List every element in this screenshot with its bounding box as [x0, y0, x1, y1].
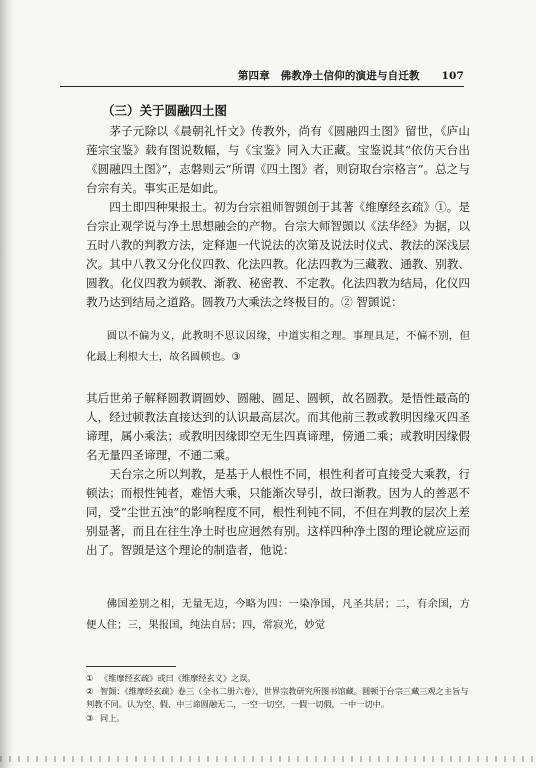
footnote-rule	[86, 666, 176, 667]
footnote-mark: ③	[86, 712, 94, 723]
paragraph-3: 其后世弟子解释圆教谓圆妙、圆融、圆足、圆顿，故名圆教。是悟性最高的人，经过顿教法直接达到的认识最高层次。而其他前三教或教明因缘灭四圣谛理，属小乘法；或教明因缘即空无生四真谛理，傍通二乘；或教明因缘假名无量四圣谛理，不通二乘。	[86, 391, 470, 463]
footnote-mark: ①	[86, 673, 94, 683]
footnote-2	[86, 685, 474, 711]
quotation-2: 佛国差别之相，无量无边，今略为四：一染净国，凡圣共居；二，有余国，方便人住；三，果报国，纯法自居；四，常寂光，妙觉	[86, 598, 470, 631]
paragraph-1: 茅子元除以《晨朝礼忏文》传教外，尚有《圆融四土图》留世，《庐山莲宗宝鉴》载有图说数幅，与《宝鉴》同入大正藏。宝鉴说其“依仿天台出《圆融四土图》”，志磐则云“所谓《四土图》者，则窃取台宗格言”。总之与台宗有关。事实正是如此。	[86, 124, 470, 196]
footnotes	[86, 672, 474, 725]
footnote-text: 同上。	[100, 712, 125, 723]
footnote-1	[86, 672, 474, 685]
running-header	[60, 68, 464, 84]
footnote-text: 《维摩经玄疏》或曰《维摩经玄义》之误。	[100, 673, 256, 683]
paragraph-4-block	[86, 465, 470, 560]
scan-edge-marks	[0, 756, 536, 762]
page-number: 107	[441, 70, 464, 82]
section-heading: （三）关于圆融四土图	[102, 103, 228, 118]
binding-shadow	[0, 0, 14, 768]
footnote-3	[86, 712, 474, 725]
paragraph-3-block	[86, 389, 470, 465]
paragraph-4: 天台宗之所以判教，是基于人根性不同，根性利者可直接受大乘教，行顿法；而根性钝者，难悟大乘，只能渐次导引，故曰渐教。因为人的善恶不同，受“尘世五浊”的影响程度不同，根性利钝不同，不但在判教的层次上差别显著，而且在往生净土时也应迥然有别。这样四种净土图的理论就应运而出了。智顗是这个理论的制造者，他说：	[86, 467, 470, 558]
footnote-mark: ②	[86, 686, 94, 697]
paragraph-2-block	[86, 198, 470, 313]
footnote-text: 智顗：《维摩经玄疏》卷三（全书二册六卷），世界宗教研究所图书馆藏。圆顿于台宗三藏三观之主旨与判教不同。认为空、假、中三谛圆融无二，一空一切空，一假一切假，一中一切中。	[86, 686, 469, 710]
paragraph-1-block	[86, 122, 470, 198]
paragraph-2: 四土即四种果报土。初为台宗祖师智顗创于其著《维摩经玄疏》①。是台宗止观学说与净土思想融会的产物。台宗大师智顗以《法华经》为据，以五时八教的判教方法，定释迦一代说法的次第及说法时仪式、教法的深浅层次。其中八教又分化仪四教、化法四教。化法四教为三藏教、通教、别教、圆教。化仪四教为顿教、渐教、秘密教、不定教。化法四教为结局，化仪四教乃达到结局之道路。圆教乃大乘法之终极目的。② 智顗说：	[86, 200, 470, 310]
chapter-title: 第四章 佛教净土信仰的演进与自迁教	[237, 70, 420, 82]
quotation-1: 圆以不偏为义，此教明不思议因缘，中道实相之理。事理具足，不偏不别，但化最上利根大士，故名圆顿也。③	[86, 330, 470, 363]
header-rule	[60, 86, 464, 87]
